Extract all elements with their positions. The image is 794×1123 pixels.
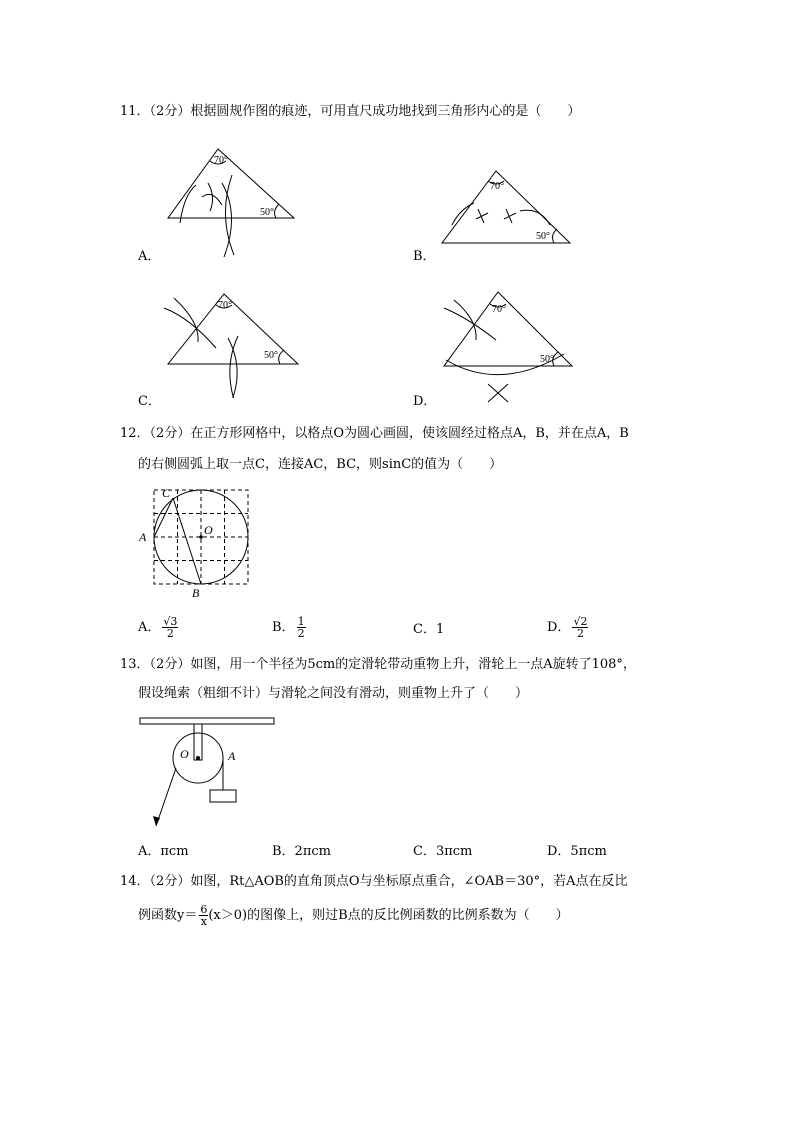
- fraction: [572, 616, 588, 639]
- q12-option-d[interactable]: [547, 616, 588, 639]
- angle-label-top: 70°: [214, 155, 228, 166]
- angle-label-right: 50°: [260, 207, 274, 218]
- point-label-o: O: [204, 523, 213, 537]
- q12-stem-line1: 12．（2分）在正方形网格中，以格点O为圆心画圆，使该圆经过格点A，B，并在点A，B: [120, 426, 629, 441]
- denominator: 2: [576, 627, 584, 640]
- denominator: x: [200, 915, 207, 928]
- angle-label-right: 50°: [536, 231, 550, 242]
- point-label-a: A: [228, 749, 236, 763]
- q13-pulley-figure: [136, 714, 281, 832]
- q13-option-a[interactable]: A．πcm: [138, 844, 189, 859]
- fraction: [162, 616, 178, 639]
- option-prefix: A．: [138, 620, 161, 635]
- q12-option-c[interactable]: C．1: [413, 622, 445, 637]
- q14-stem-line1: 14．（2分）如图，Rt△AOB的直角顶点O与坐标原点重合，∠OAB＝30°，若A点在反比: [120, 874, 628, 889]
- angle-label-top: 70°: [490, 181, 504, 192]
- q11-figure-b: [430, 165, 580, 255]
- point-label-o: O: [180, 747, 189, 761]
- point-label-c: C: [162, 486, 171, 500]
- q11-option-a[interactable]: A．: [138, 249, 161, 264]
- q13-option-c[interactable]: C．3πcm: [413, 844, 473, 859]
- q13-option-d[interactable]: D．5πcm: [547, 844, 607, 859]
- q12-figure: [136, 484, 256, 602]
- point-label-b: B: [192, 586, 200, 600]
- numerator: √2: [573, 615, 588, 628]
- angle-label-right: 50°: [540, 354, 554, 365]
- q11-option-c[interactable]: C．: [138, 394, 161, 409]
- option-prefix: D．: [547, 620, 571, 635]
- numerator: 6: [200, 903, 208, 916]
- angle-label-top: 70°: [218, 300, 232, 311]
- q11-option-b[interactable]: B．: [413, 249, 436, 264]
- q11-figure-c: [160, 288, 305, 398]
- q13-option-b[interactable]: B．2πcm: [272, 844, 331, 859]
- numerator: 1: [297, 615, 305, 628]
- angle-label-top: 70°: [492, 304, 506, 315]
- option-prefix: B．: [272, 620, 295, 635]
- q13-stem-line1: 13．（2分）如图，用一个半径为5cm的定滑轮带动重物上升，滑轮上一点A旋转了108°，: [120, 657, 636, 672]
- q13-stem-line2: 假设绳索（粗细不计）与滑轮之间没有滑动，则重物上升了（ ）: [138, 686, 529, 701]
- fraction: [297, 616, 306, 639]
- denominator: 2: [166, 627, 174, 640]
- q11-figure-d: [438, 288, 578, 410]
- numerator: √3: [163, 615, 178, 628]
- q12-option-b[interactable]: [272, 616, 306, 639]
- q12-stem-line2: 的右侧圆弧上取一点C，连接AC，BC，则sinC的值为（ ）: [138, 457, 503, 472]
- angle-label-right: 50°: [264, 350, 278, 361]
- q11-figure-a: [160, 145, 300, 265]
- q12-option-a[interactable]: [138, 616, 178, 639]
- fraction: [199, 904, 208, 927]
- stem-text: 例函数y＝: [138, 908, 198, 923]
- point-label-a: A: [139, 530, 147, 544]
- stem-text: (x＞0)的图像上，则过B点的反比例函数的比例系数为（ ）: [208, 908, 569, 923]
- q11-stem: 11．（2分）根据圆规作图的痕迹，可用直尺成功地找到三角形内心的是（ ）: [120, 104, 581, 119]
- q11-option-d[interactable]: D．: [413, 394, 437, 409]
- q14-stem-line2: [138, 904, 569, 927]
- denominator: 2: [297, 627, 305, 640]
